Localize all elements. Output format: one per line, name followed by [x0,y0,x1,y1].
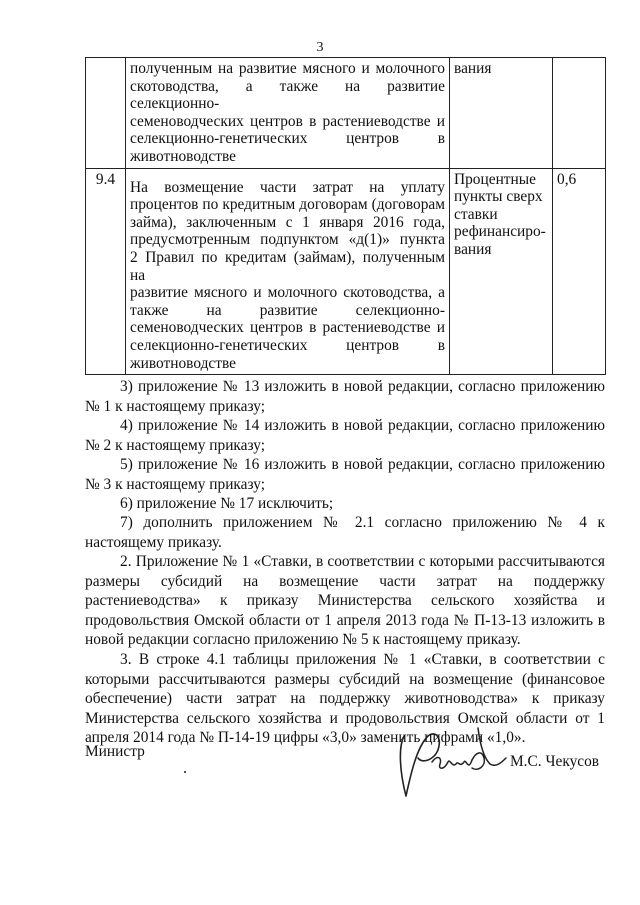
rates-table [85,57,606,375]
paragraph-3: 3. В строке 4.1 таблицы приложения № 1 «Ставки, в соответствии с которыми рассчитываются размеры субсидий на возмещение (финансовое обеспечение) части затрат на поддержку животноводства» к приказу Министерства сельского хозяйства и продовольствия Омской области от 1 апреля 2014 года № П-14-19 цифры «3,0» заменить цифрами «1,0». [85,651,605,747]
table-row [86,168,606,375]
paragraph-2: 2. Приложение № 1 «Ставки, в соответствии с которыми рассчитываются размеры субсидий на возмещение части затрат на поддержку растениеводства» к приказу Министерства сельского хозяйства и продовольствия Омской области от 1 апреля 2013 года № П-13-13 изложить в новой редакции согласно приложению № 5 к настоящему приказу. [85,553,605,649]
signatory-name: М.С. Чекусов [510,753,600,770]
table-row [86,58,606,169]
table-cell-unit: Процентные пункты сверх ставки рефинансиро- вания [450,168,553,375]
table-cell-number: 9.4 [86,168,126,375]
table-cell-description: полученным на развитие мясного и молочного скотоводства, а также на развитие селекционно- семеноводческих центров в растениеводстве и селекционно-генетических центров в животноводстве [126,58,450,169]
list-item: 6) приложение № 17 исключить; [120,495,334,512]
table-cell-rate [553,58,606,169]
list-item: 3) приложение № 13 изложить в новой редакции, согласно приложению № 1 к настоящему приказу; [85,378,605,415]
table-cell-rate: 0,6 [553,168,606,375]
table-cell-unit: вания [450,58,553,169]
list-item: 4) приложение № 14 изложить в новой редакции, согласно приложению № 2 к настоящему приказу; [85,417,605,454]
list-item: 5) приложение № 16 изложить в новой редакции, согласно приложению № 3 к настоящему приказу; [85,456,605,493]
table-cell-description: На возмещение части затрат на уплату процентов по кредитным договорам (договорам займа), заключенным с 1 января 2016 года, предусмотренным подпунктом «д(1)» пункта 2 Правил по кредитам (займам), полученным на развитие мясного и молочного скотоводства, а также на развитие селекционно- семеноводческих центров в растениеводстве и селекционно-генетических центров в животноводстве [126,168,450,375]
scan-speck [184,771,186,773]
page-number: 3 [316,40,324,55]
list-item: 7) дополнить приложением № 2.1 согласно приложению № 4 к настоящему приказу. [85,514,605,551]
table-cell-number [86,58,126,169]
handwritten-signature [392,718,508,808]
signatory-role: Министр [85,743,145,760]
